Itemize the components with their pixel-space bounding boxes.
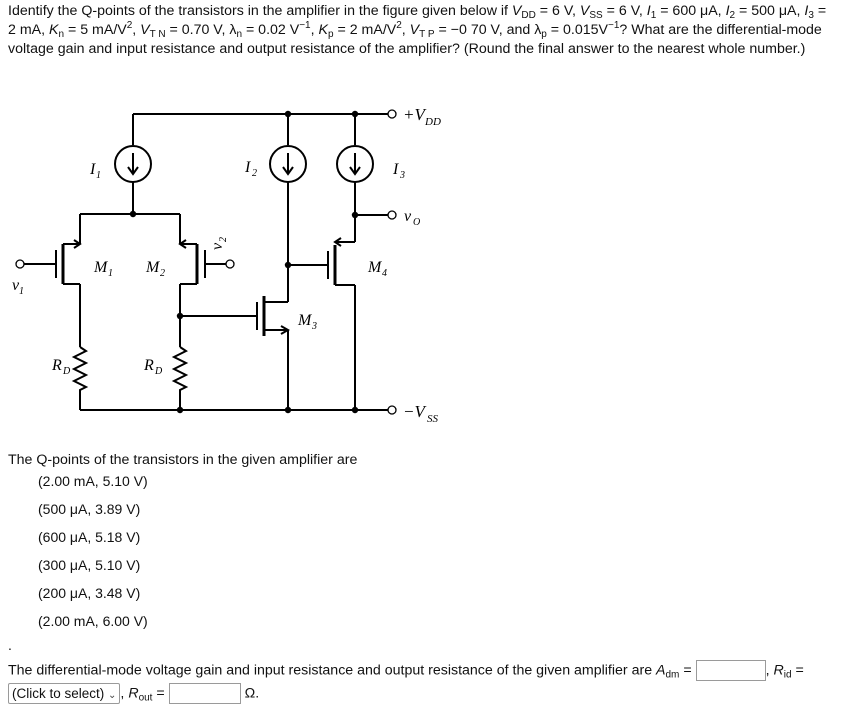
transistor-m2 — [145, 237, 234, 347]
m4-label: M — [368, 259, 382, 276]
qpoint-option[interactable]: (2.00 mA, 6.00 V) — [38, 613, 148, 629]
qpoint-option[interactable]: (300 μA, 5.10 V) — [38, 557, 141, 573]
transistor-m3 — [180, 296, 317, 410]
answer-line-2: (Click to select) ⌄ , $R_{out} = \Omega$. — [8, 683, 259, 704]
qpoints-heading: The Q-points of the transistors in the given amplifier are — [8, 452, 358, 468]
v2-sub: 2 — [218, 237, 229, 242]
current-source-i3 — [337, 114, 405, 242]
amplifier-circuit-diagram — [0, 92, 480, 442]
qpoint-option[interactable]: (600 μA, 5.18 V) — [38, 529, 141, 545]
separator-dot: . — [8, 637, 12, 653]
qpoint-option[interactable]: (2.00 mA, 5.10 V) — [38, 473, 148, 489]
rd-left-sub: D — [63, 366, 71, 377]
vo-label: v — [404, 208, 412, 225]
m1-label: M — [94, 259, 108, 276]
v1-sub: 1 — [19, 286, 24, 297]
v1-label: v — [12, 277, 20, 294]
i1-label: I — [90, 161, 96, 178]
adm-input[interactable] — [696, 660, 766, 681]
m3-label: M — [298, 312, 312, 329]
resistor-rd-right — [143, 347, 186, 410]
i2-sub: 2 — [252, 168, 257, 179]
qpoints-option-list — [38, 474, 148, 642]
question-text: Identify the Q-points of the transistors in the amplifier in the figure given below if $V_{DD} = 6$ V, $V_{SS} = 6$ V, $I_1 = 600$ μA, $I_2 = 500$ μA, $I_3 = 2$ mA, $K_n = 5$ $mA/V^2$, $V_{T N} = 0.70$ V, $\lambda_n = 0.02$ $V^{-1}$, $K_p = 2$ $mA/V^2$, $V_{T P} = -0$ 70 V, and $\lambda_p = 0.015V^{-1}$? What are the differential-mode voltage gain and input resistance and output resistance of the amplifier? (Round the final answer to the nearest whole number.) — [8, 3, 827, 57]
m3-sub: 3 — [312, 321, 317, 332]
vo-sub: O — [413, 217, 421, 228]
vss-label: −V — [403, 402, 425, 421]
rd-left-label: R — [52, 357, 62, 374]
i1-sub: 1 — [96, 170, 101, 181]
current-source-i1 — [89, 114, 151, 217]
i2-label: I — [245, 159, 251, 176]
m4-sub: 4 — [382, 268, 387, 279]
m1-sub: 1 — [108, 268, 113, 279]
v2-label: v — [209, 242, 226, 250]
rout-input[interactable] — [169, 683, 241, 704]
i3-label: I — [393, 161, 399, 178]
rd-right-label: R — [144, 357, 154, 374]
qpoint-option[interactable]: (500 μA, 3.89 V) — [38, 501, 141, 517]
rd-right-sub: D — [155, 366, 163, 377]
vss-rail — [80, 402, 439, 425]
vdd-rail — [133, 105, 441, 128]
answer-line-1: The differential-mode voltage gain and input resistance and output resistance of the given amplifier are $A_{dm}$ = , $R_{id}$ = — [8, 660, 804, 681]
transistor-m1 — [12, 240, 113, 347]
qpoint-option[interactable]: (200 μA, 3.48 V) — [38, 585, 141, 601]
vdd-label: +V — [403, 105, 425, 124]
output-node — [352, 208, 420, 228]
m2-sub: 2 — [160, 268, 165, 279]
resistor-rd-left — [51, 347, 86, 410]
rid-select[interactable]: (Click to select) ⌄ — [8, 683, 120, 704]
current-source-i2 — [244, 114, 306, 302]
vss-sub: SS — [427, 413, 438, 425]
chevron-down-icon: ⌄ — [108, 690, 117, 701]
vdd-sub: DD — [425, 116, 441, 128]
i3-sub: 3 — [400, 170, 405, 181]
m2-label: M — [146, 259, 160, 276]
